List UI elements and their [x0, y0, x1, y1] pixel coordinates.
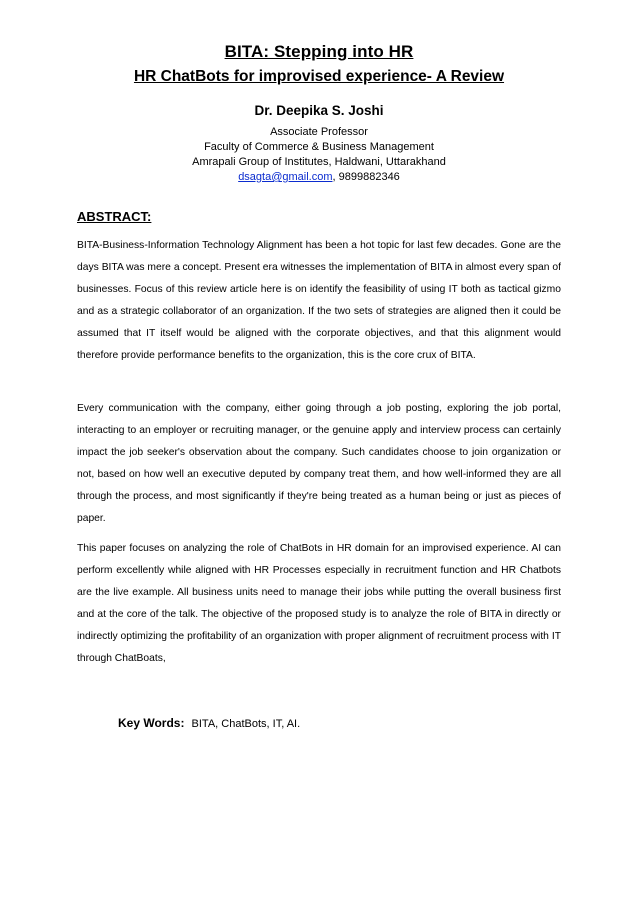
author-email-link[interactable]: dsagta@gmail.com — [238, 171, 333, 183]
keywords — [118, 716, 300, 730]
author-department: Faculty of Commerce & Business Management — [204, 141, 434, 153]
abstract-paragraph-1: BITA-Business-Information Technology Alignment has been a hot topic for last few decades. Gone are the days BITA was mere a concept. Present era witnesses the implementation of BITA in almost every span of businesses. Focus of this review article here is on identify the feasibility of using IT both as tactical gizmo and as a strategic collaborator of an organization. If the two sets of strategies are aligned then it could be assumed that IT itself would be aligned with the corporate objectives, and that this alignment would therefore provide performance benefits to the organization, this is the core crux of BITA. — [77, 240, 561, 361]
author-institution: Amrapali Group of Institutes, Haldwani, Uttarakhand — [192, 156, 446, 168]
author-designation: Associate Professor — [270, 126, 368, 138]
paper-subtitle: HR ChatBots for improvised experience- A Review — [133, 68, 505, 85]
author-contact — [0, 171, 638, 183]
abstract-paragraph-2: Every communication with the company, either going through a job posting, exploring the job portal, interacting to an employer or recruiting manager, or the genuine apply and interview process can certainly impact the job seeker's observation about the company. Such candidates choose to join organization or not, based on how well an executive deputed by company treat them, and how well-informed they are all through the process, and most significantly if they're being treated as a human being or just as pieces of paper. — [77, 403, 561, 524]
paper-title: BITA: Stepping into HR — [224, 42, 414, 61]
keywords-label: Key Words: — [118, 716, 185, 730]
abstract-paragraph-3: This paper focuses on analyzing the role of ChatBots in HR domain for an improvised experience. AI can perform excellently while aligned with HR Processes especially in recruitment function and HR Chatbots are the live example. All business units need to manage their jobs while putting the overall business first and at the core of the talk. The objective of the proposed study is to analyze the role of BITA in directly or indirectly optimizing the profitability of an organization with proper alignment of recruitment process with IT through ChatBoats, — [77, 543, 561, 664]
author-phone: , 9899882346 — [332, 171, 400, 183]
keywords-value: BITA, ChatBots, IT, AI. — [191, 718, 301, 730]
abstract-heading: ABSTRACT: — [77, 209, 152, 224]
author-name: Dr. Deepika S. Joshi — [254, 103, 384, 118]
